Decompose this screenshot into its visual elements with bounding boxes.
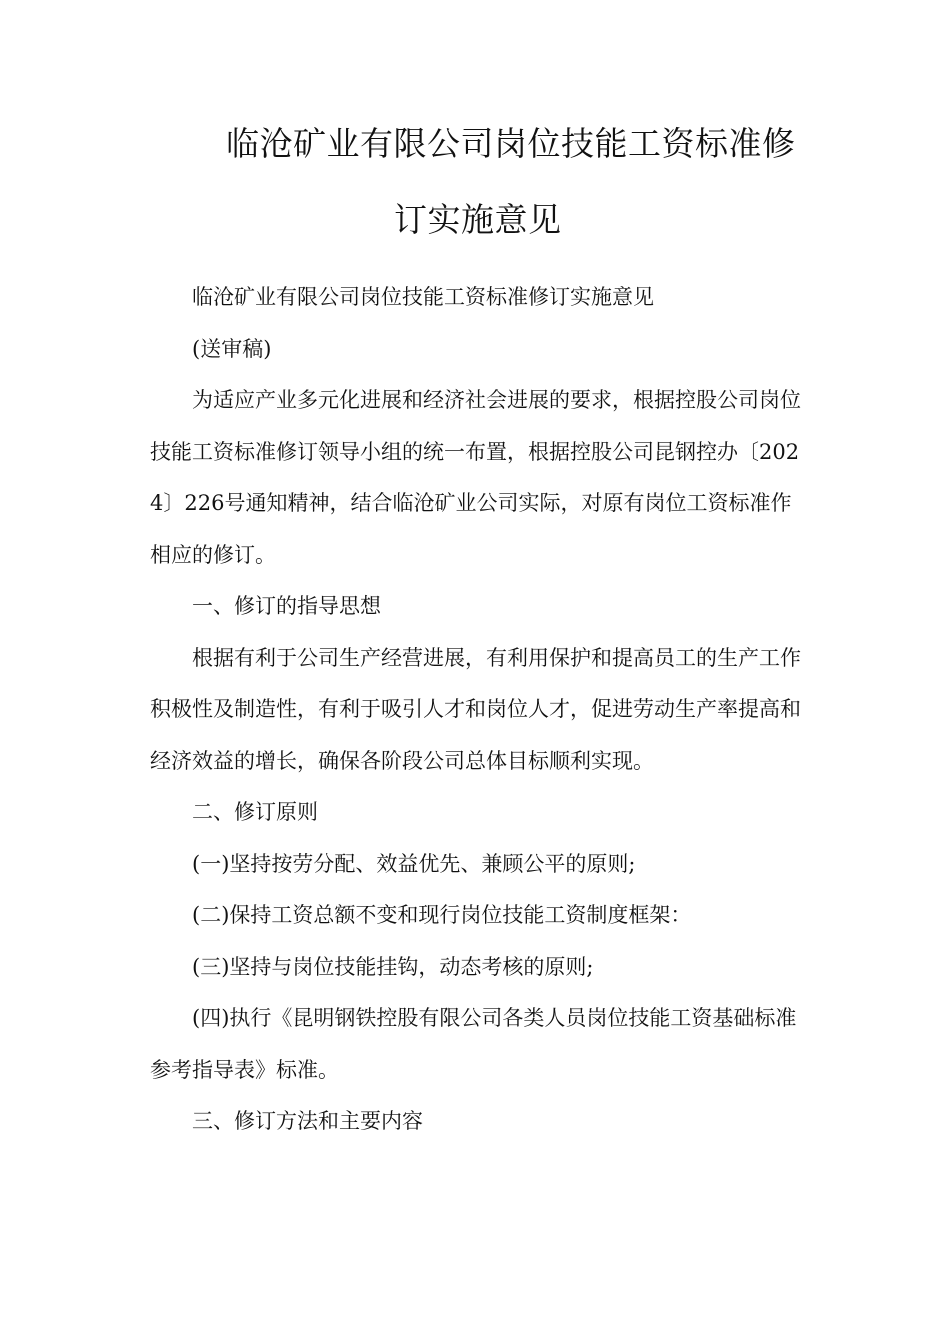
paragraph-draft-note: (送审稿) (192, 336, 272, 361)
section-heading-1: 一、修订的指导思想 (192, 594, 381, 618)
principle-item-4: (四)执行《昆明钢铁控股有限公司各类人员岗位技能工资基础标准参考指导表》标准。 (150, 1006, 797, 1082)
section-heading-2: 二、修订原则 (192, 800, 318, 824)
section-heading-3: 三、修订方法和主要内容 (192, 1109, 423, 1133)
paragraph-subtitle: 临沧矿业有限公司岗位技能工资标准修订实施意见 (192, 285, 654, 309)
principle-item-2: (二)保持工资总额不变和现行岗位技能工资制度框架： (192, 903, 692, 927)
document-title-line-1: 临沧矿业有限公司岗位技能工资标准修 (226, 124, 796, 163)
document-title-line-2: 订实施意见 (394, 200, 562, 239)
paragraph-intro: 为适应产业多元化进展和经济社会进展的要求，根据控股公司岗位技能工资标准修订领导小组的统一布置，根据控股公司昆钢控办〔2024〕226号通知精神，结合临沧矿业公司实际，对原有岗位工资标准作相应的修订。 (150, 388, 801, 567)
document-body (150, 272, 810, 1148)
principle-item-3: (三)坚持与岗位技能挂钩，动态考核的原则; (192, 954, 594, 979)
paragraph-guiding-thought: 根据有利于公司生产经营进展，有利用保护和提高员工的生产工作积极性及制造性，有利于吸引人才和岗位人才，促进劳动生产率提高和经济效益的增长，确保各阶段公司总体目标顺利实现。 (150, 645, 801, 773)
principle-item-1: (一)坚持按劳分配、效益优先、兼顾公平的原则; (192, 851, 636, 876)
